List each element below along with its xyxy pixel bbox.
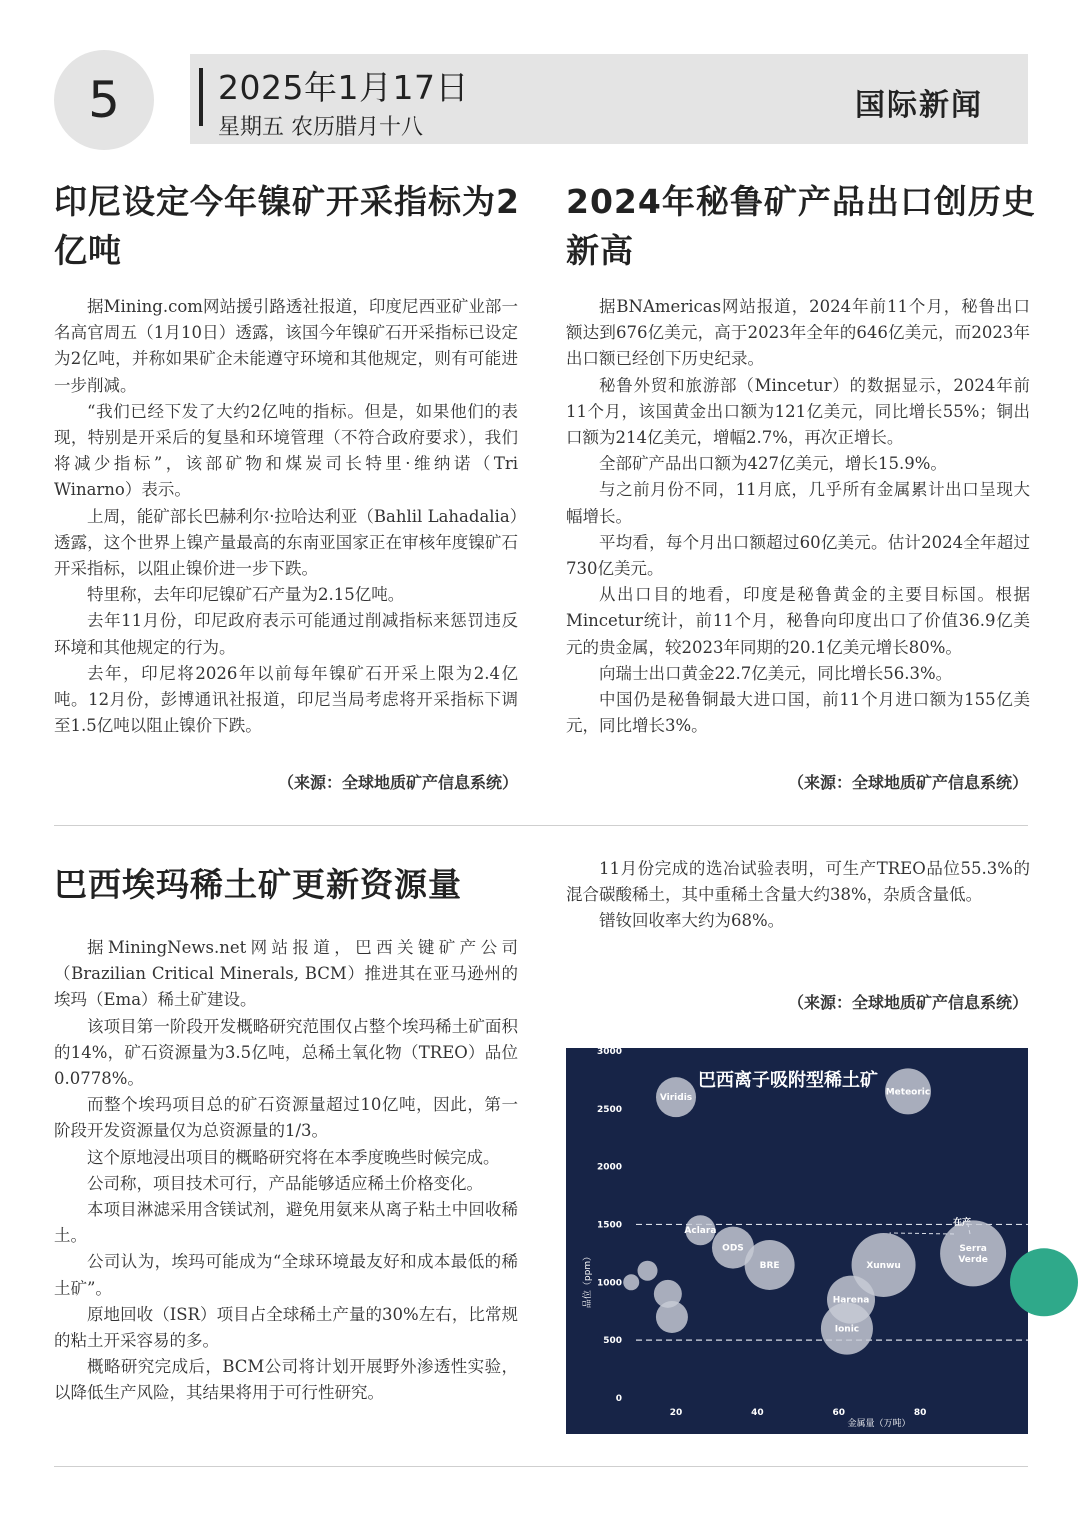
page-number: 5 bbox=[88, 71, 120, 129]
paragraph: 去年，印尼将2026年以前每年镍矿石开采上限为2.4亿吨。12月份，彭博通讯社报道，印尼当局考虑将开采指标下调至1.5亿吨以阻止镍价下跌。 bbox=[54, 663, 518, 736]
paragraph: 概略研究完成后，BCM公司将计划开展野外渗透性实验，以降低生产风险，其结果将用于可行性研究。 bbox=[54, 1357, 518, 1403]
article-brazil-body-left bbox=[54, 935, 518, 1407]
bubble-accent bbox=[1010, 1248, 1078, 1316]
paragraph: 本项目淋滤采用含镁试剂，避免用氨来从离子粘土中回收稀土。 bbox=[54, 1200, 518, 1246]
y-tick-label: 1000 bbox=[596, 1278, 622, 1289]
paragraph: 而整个埃玛项目总的矿石资源量超过10亿吨，因此，第一阶段开发资源量仅为总资源量的1/3。 bbox=[54, 1095, 518, 1141]
bubble-label: ODS bbox=[722, 1243, 744, 1254]
annotation-leader bbox=[890, 1233, 954, 1234]
paragraph: 公司称，项目技术可行，产品能够适应稀土价格变化。 bbox=[87, 1173, 483, 1193]
header-divider bbox=[199, 68, 203, 126]
article-brazil-body-right bbox=[566, 856, 1030, 935]
paragraph: 平均看，每个月出口额超过60亿美元。估计2024全年超过730亿美元。 bbox=[566, 532, 1030, 579]
article-peru-title: 2024年秘鲁矿产品出口创历史新高 bbox=[566, 182, 1036, 270]
x-tick-label: 80 bbox=[913, 1408, 927, 1418]
paragraph: 据BNAmericas网站报道，2024年前11个月，秘鲁出口额达到676亿美元，高于2023年全年的646亿美元，而2023年出口额已经创下历史纪录。 bbox=[566, 297, 1030, 369]
x-tick-label: 60 bbox=[832, 1408, 846, 1418]
bottom-rule bbox=[54, 1466, 1028, 1467]
section-title: 国际新闻 bbox=[855, 88, 983, 123]
x-axis-label: 金属量（万吨） bbox=[847, 1419, 911, 1429]
x-tick-label: 40 bbox=[751, 1408, 764, 1418]
paragraph: 中国仍是秘鲁铜最大进口国，前11个月进口额为155亿美元，同比增长3%。 bbox=[566, 690, 1030, 736]
y-tick-label: 2000 bbox=[596, 1162, 622, 1173]
y-tick-label: 500 bbox=[603, 1336, 622, 1347]
bubble-label: Aclara bbox=[684, 1226, 717, 1237]
paragraph: 从出口目的地看，印度是秘鲁黄金的主要目标国。根据Mincetur统计，前11个月，秘鲁向印度出口了价值36.9亿美元的贵金属，较2023年同期的20.1亿美元增长80%。 bbox=[566, 585, 1030, 657]
article-indonesia-title: 印尼设定今年镍矿开采指标为2亿吨 bbox=[54, 182, 520, 270]
paragraph: 镨钕回收率大约为68%。 bbox=[599, 911, 785, 931]
bubble-label: Viridis bbox=[659, 1093, 693, 1104]
bubble-unnamed bbox=[656, 1301, 688, 1333]
page-number-badge bbox=[54, 50, 154, 150]
paragraph: 公司认为，埃玛可能成为“全球环境最友好和成本最低的稀土矿”。 bbox=[54, 1252, 518, 1298]
chart-title: 巴西离子吸附型稀土矿 bbox=[698, 1070, 878, 1091]
paragraph: 全部矿产品出口额为427亿美元，增长15.9%。 bbox=[599, 454, 947, 474]
paragraph: “我们已经下发了大约2亿吨的指标。但是，如果他们的表现，特别是开采后的复垦和环境管理（不符合政府要求），我们将减少指标”，该部矿物和煤炭司长特里·维纳诺（Tri Winarno）表示。 bbox=[54, 401, 518, 500]
y-tick-label: 1500 bbox=[596, 1220, 622, 1231]
y-tick-label: 2500 bbox=[596, 1104, 622, 1115]
paragraph: 上周，能矿部长巴赫利尔·拉哈达利亚（Bahlil Lahadalia）透露，这个世界上镍产量最高的东南亚国家正在审核年度镍矿石开采指标，以阻止镍价进一步下跌。 bbox=[54, 506, 518, 579]
y-tick-label: 3000 bbox=[596, 1046, 622, 1057]
paragraph: 据MiningNews.net网站报道，巴西关键矿产公司（Brazilian Critical Minerals, BCM）推进其在亚马逊州的埃玛（Ema）稀土矿建设。 bbox=[54, 938, 518, 1010]
y-tick-label: 3500 bbox=[596, 989, 622, 1000]
bubble-label: Ionic bbox=[834, 1324, 860, 1335]
lunar-date: 星期五 农历腊月十八 bbox=[218, 115, 423, 140]
annotation-label: 在产 bbox=[952, 1218, 972, 1228]
bubble-label: Meteoric bbox=[885, 1087, 931, 1098]
paragraph: 特里称，去年印尼镍矿石产量为2.15亿吨。 bbox=[87, 585, 405, 605]
y-axis-label: 品位（ppm） bbox=[583, 1251, 593, 1309]
paragraph: 该项目第一阶段开发概略研究范围仅占整个埃玛稀土矿面积的14%，矿石资源量为3.5亿吨，总稀土氧化物（TREO）品位0.0778%。 bbox=[54, 1016, 518, 1089]
bubble-unnamed bbox=[638, 1261, 658, 1281]
paragraph: 据Mining.com网站援引路透社报道，印度尼西亚矿业部一名高官周五（1月10日）透露，该国今年镍矿石开采指标已设定为2亿吨，并称如果矿企未能遵守环境和其他规定，则有可能进一步削减。 bbox=[54, 297, 518, 395]
article-brazil-title: 巴西埃玛稀土矿更新资源量 bbox=[54, 865, 462, 904]
paragraph: 11月份完成的选冶试验表明，可生产TREO品位55.3%的混合碳酸稀土，其中重稀土含量大约38%，杂质含量低。 bbox=[566, 859, 1030, 905]
bubble-label: Xunwu bbox=[866, 1260, 901, 1271]
bubble-label: BRE bbox=[759, 1260, 780, 1271]
article-peru-body bbox=[566, 294, 1030, 739]
y-tick-label: 0 bbox=[615, 1394, 622, 1404]
bubble-label: Serra bbox=[959, 1243, 987, 1254]
bubble-label: Verde bbox=[958, 1254, 988, 1265]
paragraph: 原地回收（ISR）项目占全球稀土产量的30%左右，比常规的粘土开采容易的多。 bbox=[54, 1304, 518, 1351]
bubble-unnamed bbox=[623, 1274, 639, 1290]
paragraph: 向瑞士出口黄金22.7亿美元，同比增长56.3%。 bbox=[599, 663, 953, 683]
issue-date: 2025年1月17日 bbox=[218, 68, 469, 107]
paragraph: 去年11月份，印尼政府表示可能通过削减指标来惩罚违反环境和其他规定的行为。 bbox=[54, 611, 518, 657]
paragraph: 与之前月份不同，11月底，几乎所有金属累计出口呈现大幅增长。 bbox=[566, 480, 1030, 526]
x-tick-label: 20 bbox=[669, 1408, 683, 1418]
article-indonesia-body bbox=[54, 294, 518, 739]
article-brazil-source: （来源：全球地质矿产信息系统） bbox=[787, 993, 1028, 1012]
paragraph: 秘鲁外贸和旅游部（Mincetur）的数据显示，2024年前11个月，该国黄金出口额为121亿美元，同比增长55%；铜出口额为214亿美元，增幅2.7%，再次正增长。 bbox=[566, 375, 1030, 448]
paragraph: 这个原地浸出项目的概略研究将在本季度晚些时候完成。 bbox=[87, 1147, 500, 1167]
article-indonesia-source: （来源：全球地质矿产信息系统） bbox=[277, 773, 518, 792]
article-peru-source: （来源：全球地质矿产信息系统） bbox=[787, 773, 1028, 792]
bubble-label: Harena bbox=[832, 1295, 870, 1306]
section-divider bbox=[54, 825, 1028, 826]
